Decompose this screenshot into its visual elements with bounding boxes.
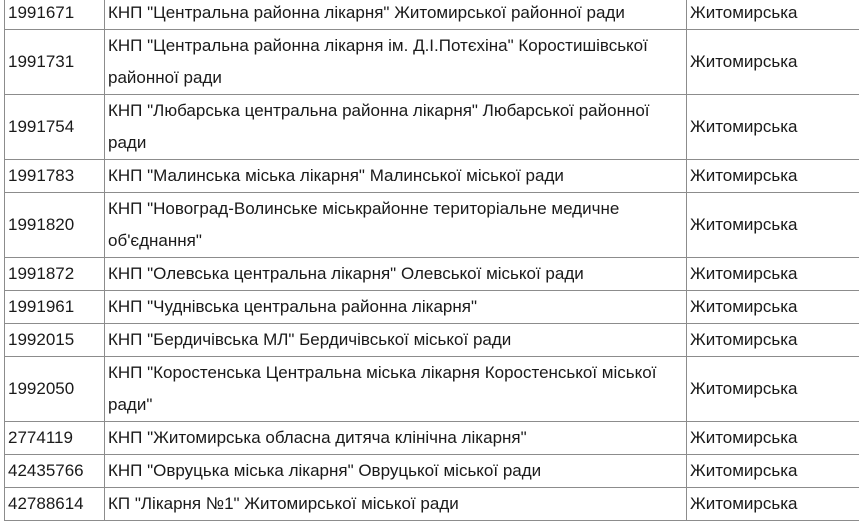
code-cell: 1991671 xyxy=(5,0,105,30)
region-cell: Житомирська xyxy=(687,291,859,324)
code-cell: 1991820 xyxy=(5,193,105,258)
region-cell: Житомирська xyxy=(687,0,859,30)
table-row xyxy=(5,455,859,488)
code-cell: 1991754 xyxy=(5,95,105,160)
name-cell: КНП "Олевська центральна лікарня" Олевської міської ради xyxy=(105,258,687,291)
region-cell: Житомирська xyxy=(687,455,859,488)
table-row xyxy=(5,258,859,291)
table-row xyxy=(5,357,859,422)
table-row xyxy=(5,291,859,324)
table-row xyxy=(5,30,859,95)
name-cell: КНП "Чуднівська центральна районна лікарня" xyxy=(105,291,687,324)
code-cell: 1992015 xyxy=(5,324,105,357)
table-row xyxy=(5,422,859,455)
name-cell: КНП "Новоград-Волинське міськрайонне територіальне медичне об'єднання" xyxy=(105,193,687,258)
name-cell: КНП "Бердичівська МЛ" Бердичівської міської ради xyxy=(105,324,687,357)
hospital-table xyxy=(4,0,859,521)
region-cell: Житомирська xyxy=(687,357,859,422)
region-cell: Житомирська xyxy=(687,30,859,95)
code-cell: 1992050 xyxy=(5,357,105,422)
name-cell: КНП "Малинська міська лікарня" Малинської міської ради xyxy=(105,160,687,193)
name-cell: КНП "Центральна районна лікарня ім. Д.І.Потєхіна" Коростишівської районної ради xyxy=(105,30,687,95)
code-cell: 42788614 xyxy=(5,488,105,521)
name-cell: КНП "Коростенська Центральна міська лікарня Коростенської міської ради" xyxy=(105,357,687,422)
code-cell: 2774119 xyxy=(5,422,105,455)
region-cell: Житомирська xyxy=(687,422,859,455)
code-cell: 42435766 xyxy=(5,455,105,488)
region-cell: Житомирська xyxy=(687,324,859,357)
region-cell: Житомирська xyxy=(687,488,859,521)
table-row xyxy=(5,0,859,30)
table-row xyxy=(5,95,859,160)
region-cell: Житомирська xyxy=(687,193,859,258)
region-cell: Житомирська xyxy=(687,258,859,291)
code-cell: 1991961 xyxy=(5,291,105,324)
table-row xyxy=(5,324,859,357)
table-row xyxy=(5,160,859,193)
code-cell: 1991783 xyxy=(5,160,105,193)
table-body xyxy=(5,0,859,521)
name-cell: КНП "Центральна районна лікарня" Житомирської районної ради xyxy=(105,0,687,30)
name-cell: КНП "Житомирська обласна дитяча клінічна лікарня" xyxy=(105,422,687,455)
table-row xyxy=(5,193,859,258)
table-row xyxy=(5,488,859,521)
region-cell: Житомирська xyxy=(687,95,859,160)
code-cell: 1991872 xyxy=(5,258,105,291)
name-cell: КП "Лікарня №1" Житомирської міської ради xyxy=(105,488,687,521)
code-cell: 1991731 xyxy=(5,30,105,95)
name-cell: КНП "Овруцька міська лікарня" Овруцької міської ради xyxy=(105,455,687,488)
name-cell: КНП "Любарська центральна районна лікарня" Любарської районної ради xyxy=(105,95,687,160)
region-cell: Житомирська xyxy=(687,160,859,193)
